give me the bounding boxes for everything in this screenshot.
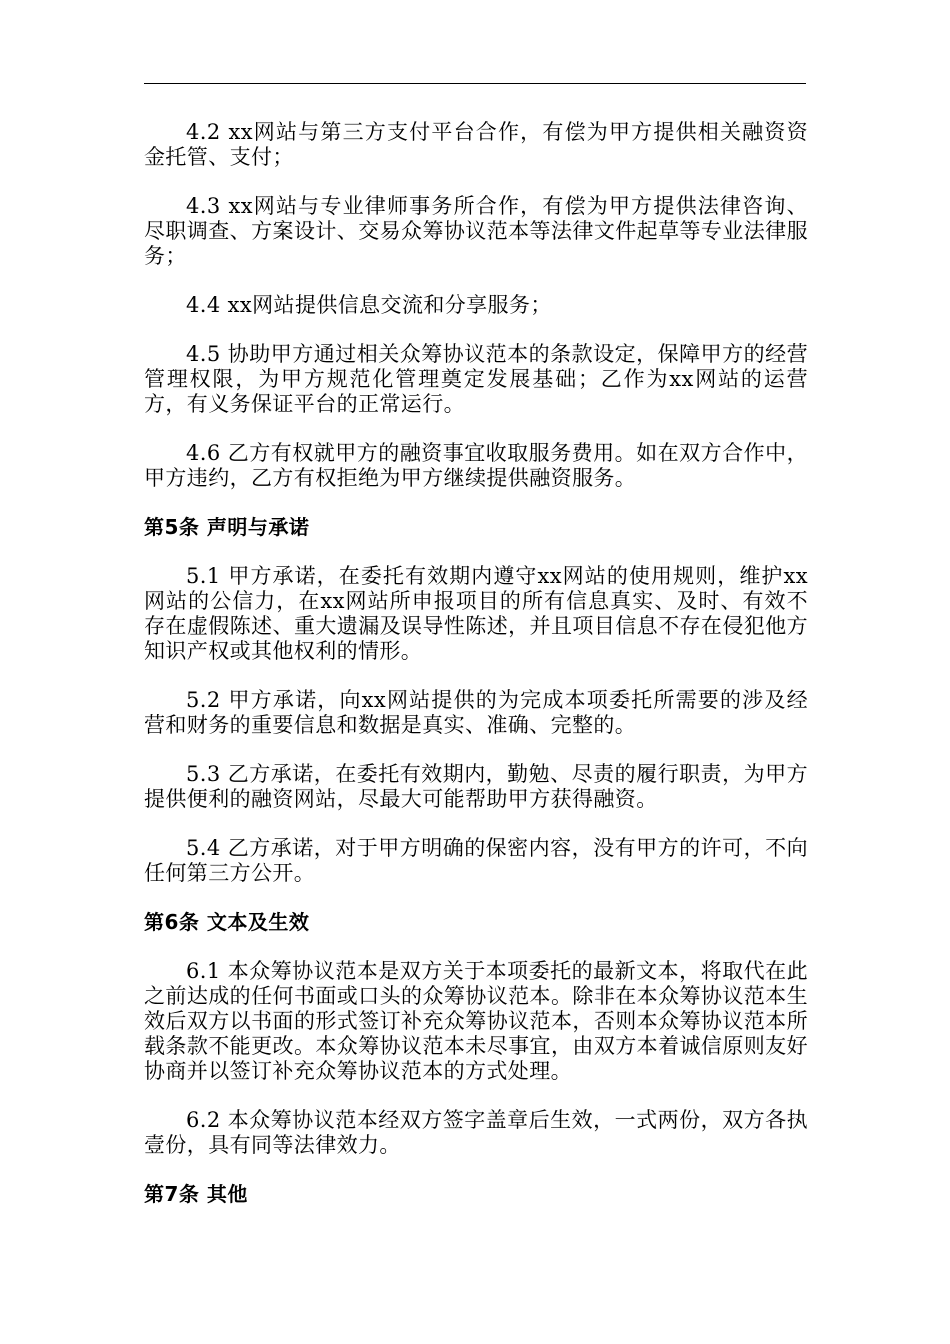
clause-5-1: 5.1 甲方承诺，在委托有效期内遵守xx网站的使用规则，维护xx网站的公信力，在xx网站所申报项目的所有信息真实、及时、有效不存在虚假陈述、重大遗漏及误导性陈述，并且项目信息不存在侵犯他方知识产权或其他权利的情形。	[144, 564, 808, 663]
clause-4-4: 4.4 xx网站提供信息交流和分享服务；	[186, 293, 552, 317]
clause-5-2: 5.2 甲方承诺，向xx网站提供的为完成本项委托所需要的涉及经营和财务的重要信息和数据是真实、准确、完整的。	[144, 688, 808, 737]
clause-4-6: 4.6 乙方有权就甲方的融资事宜收取服务费用。如在双方合作中，甲方违约，乙方有权拒绝为甲方继续提供融资服务。	[144, 441, 808, 490]
document-body	[144, 120, 808, 1231]
header-rule	[144, 83, 806, 84]
clause-6-1: 6.1 本众筹协议范本是双方关于本项委托的最新文本，将取代在此之前达成的任何书面或口头的众筹协议范本。除非在本众筹协议范本生效后双方以书面的形式签订补充众筹协议范本，否则本众筹协议范本所载条款不能更改。本众筹协议范本未尽事宜，由双方本着诚信原则友好协商并以签订补充众筹协议范本的方式处理。	[144, 959, 808, 1083]
section-7-heading: 第7条 其他	[144, 1182, 248, 1206]
clause-4-5: 4.5 协助甲方通过相关众筹协议范本的条款设定，保障甲方的经营管理权限，为甲方规范化管理奠定发展基础；乙作为xx网站的运营方，有义务保证平台的正常运行。	[144, 342, 808, 416]
clause-4-2: 4.2 xx网站与第三方支付平台合作，有偿为甲方提供相关融资资金托管、支付；	[144, 120, 808, 169]
clause-5-4: 5.4 乙方承诺，对于甲方明确的保密内容，没有甲方的许可，不向任何第三方公开。	[144, 836, 808, 885]
section-6-heading: 第6条 文本及生效	[144, 910, 310, 934]
clause-4-3: 4.3 xx网站与专业律师事务所合作，有偿为甲方提供法律咨询、尽职调查、方案设计、交易众筹协议范本等法律文件起草等专业法律服务；	[144, 194, 808, 268]
section-5-heading: 第5条 声明与承诺	[144, 515, 310, 539]
clause-6-2: 6.2 本众筹协议范本经双方签字盖章后生效，一式两份，双方各执壹份，具有同等法律效力。	[144, 1108, 808, 1157]
clause-5-3: 5.3 乙方承诺，在委托有效期内，勤勉、尽责的履行职责，为甲方提供便利的融资网站，尽最大可能帮助甲方获得融资。	[144, 762, 808, 811]
